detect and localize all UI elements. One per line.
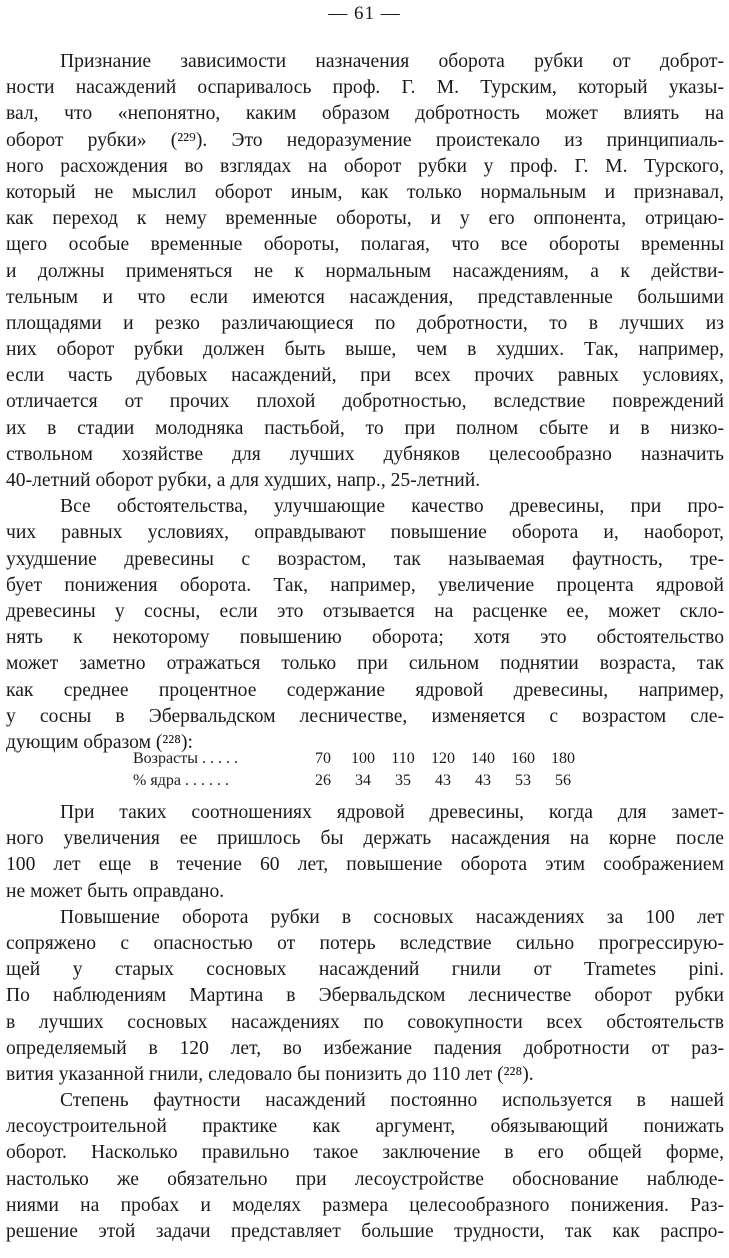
- table-cell: 43: [475, 772, 491, 789]
- text-line: отличается от прочих плохой добротностью, вследствие повреждений: [6, 391, 724, 413]
- text-line: как среднее процентное содержание ядровой древесины, например,: [6, 679, 724, 701]
- text-line: лесоустроительной практике как аргумент, обязывающий понижать: [6, 1116, 724, 1138]
- text-line: настолько же обязательно при лесоустройстве обоснование наблюде-: [6, 1168, 724, 1190]
- text-line: в лучших сосновых насаждениях по совокупности всех обстоятельств: [6, 1011, 724, 1033]
- table-cell: 53: [515, 772, 531, 789]
- text-line: Повышение оборота рубки в сосновых насаждениях за 100 лет: [60, 906, 724, 928]
- text-line: ного расхождения во взглядах на оборот рубки у проф. Г. М. Турского,: [6, 155, 724, 177]
- table-cell: 180: [551, 750, 575, 767]
- text-line: и должны применяться не к нормальным насаждениям, а к действи-: [6, 260, 724, 282]
- text-line: Степень фаутности насаждений постоянно используется в нашей: [60, 1090, 724, 1112]
- text-line: если часть дубовых насаждений, при всех прочих равных условиях,: [6, 365, 724, 387]
- text-line: 100 лет еще в течение 60 лет, повышение оборота этим соображением: [6, 854, 724, 876]
- table-cell: 43: [435, 772, 451, 789]
- text-line: ухудшение древесины с возрастом, так называемая фаутность, тре-: [6, 548, 724, 570]
- text-line: ствольном хозяйстве для лучших дубняков целесообразно назначить: [6, 443, 724, 465]
- table-cell: 160: [511, 750, 535, 767]
- text-line: чих равных условиях, оправдывают повышение оборота и, наоборот,: [6, 522, 724, 544]
- table-cell: 70: [315, 750, 331, 767]
- text-line: который не мыслил оборот иным, как только нормальным и признавал,: [6, 181, 724, 203]
- text-line: как переход к нему временные обороты, и у его оппонента, отрицаю-: [6, 208, 724, 230]
- table-cell: 110: [391, 750, 415, 767]
- text-line: у сосны в Эбервальдском лесничестве, изменяется с возрастом сле-: [6, 705, 724, 727]
- text-block-top: [6, 49, 724, 756]
- heartwood-table: [133, 748, 583, 792]
- page-number: — 61 —: [328, 3, 401, 24]
- text-line: вал, что «непонятно, каким образом добротность может влиять на: [6, 103, 724, 125]
- table-cell: 34: [355, 772, 371, 789]
- table-cell: 56: [555, 772, 571, 789]
- text-line: щей у старых сосновых насаждений гнили от Trametes pini.: [6, 959, 724, 981]
- text-line: тельным и что если имеются насаждения, представленные большими: [6, 286, 724, 308]
- text-line: ниями на пробах и моделях размера целесообразного понижения. Раз-: [6, 1194, 724, 1216]
- text-line: ности насаждений оспаривалось проф. Г. М. Турским, который указы-: [6, 77, 724, 99]
- text-line: нять к некоторому повышению оборота; хотя это обстоятельство: [6, 627, 724, 649]
- table-row-label: Возрасты . . . . .: [133, 750, 238, 767]
- text-line: ного увеличения ее пришлось бы держать насаждения на корне после: [6, 828, 724, 850]
- text-line: Признание зависимости назначения оборота рубки от доброт-: [60, 51, 724, 72]
- text-line: 40-летний оборот рубки, а для худших, напр., 25-летний.: [6, 470, 481, 491]
- text-line: вития указанной гнили, следовало бы понизить до 110 лет (²²⁸).: [6, 1063, 534, 1085]
- text-line: дующим образом (²²⁸):: [6, 731, 193, 753]
- text-line: При таких соотношениях ядровой древесины, когда для замет-: [60, 802, 724, 823]
- text-line: бует понижения оборота. Так, например, увеличение процента ядровой: [6, 574, 724, 596]
- table-row-ages: [133, 748, 583, 770]
- text-line: оборот рубки» (²²⁹). Это недоразумение проистекало из принципиаль-: [6, 129, 724, 151]
- text-line: определяемый в 120 лет, во избежание падения добротности от раз-: [6, 1037, 724, 1059]
- text-line: древесины у сосны, если это отзывается на расценке ее, может скло-: [6, 600, 724, 622]
- table-cell: 100: [351, 750, 375, 767]
- text-line: может заметно отражаться только при сильном поднятии возраста, так: [6, 653, 724, 675]
- text-line: их в стадии молодняка пастьбой, то при полном сбыте и в низко-: [6, 417, 724, 439]
- text-line: них оборот рубки должен быть выше, чем в худших. Так, например,: [6, 339, 724, 361]
- text-line: сопряжено с опасностью от потерь вследствие сильно прогрессирую-: [6, 932, 724, 954]
- table-row-heartwood: [133, 770, 583, 792]
- text-block-bottom: [6, 800, 724, 1245]
- table-row-label: % ядра . . . . . .: [133, 772, 229, 789]
- table-cell: 26: [315, 772, 331, 789]
- text-line: щего особые временные обороты, полагая, что все обороты временны: [6, 234, 724, 256]
- text-line: решение этой задачи представляет большие трудности, так как распро-: [6, 1221, 724, 1242]
- text-line: площадями и резко различающиеся по добротности, то в лучших из: [6, 312, 724, 334]
- text-line: По наблюдениям Мартина в Эбервальдском лесничестве оборот рубки: [6, 985, 724, 1007]
- text-line: не может быть оправдано.: [6, 880, 225, 902]
- table-cell: 35: [395, 772, 411, 789]
- text-line: Все обстоятельства, улучшающие качество древесины, при про-: [60, 496, 724, 518]
- table-cell: 120: [431, 750, 455, 767]
- text-line: оборот. Насколько правильно такое заключение в его общей форме,: [6, 1142, 724, 1164]
- table-cell: 140: [471, 750, 495, 767]
